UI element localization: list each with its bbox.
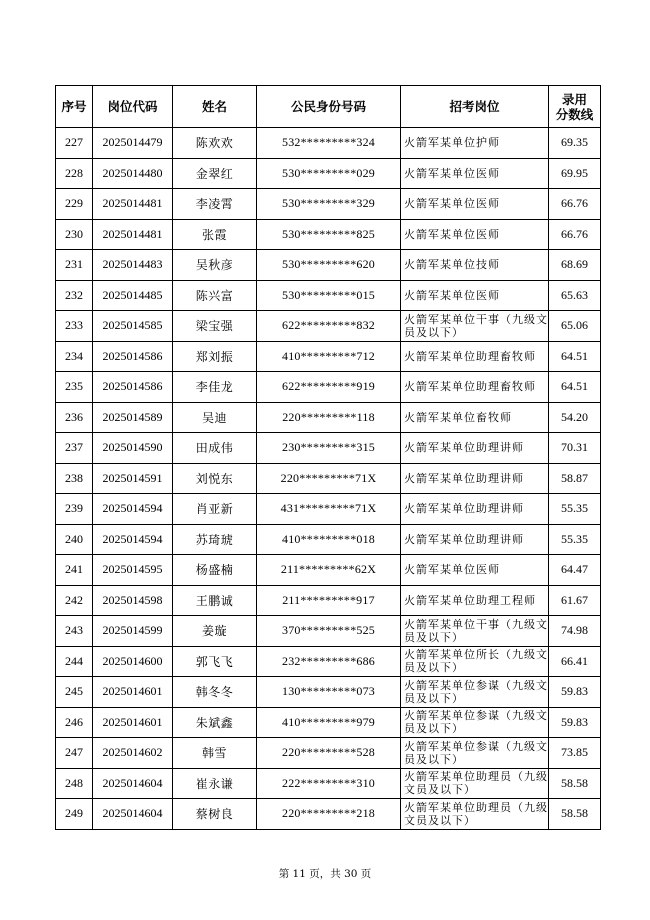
table-row xyxy=(56,677,601,708)
cell-post-code: 2025014601 xyxy=(93,677,173,708)
table-row xyxy=(56,799,601,830)
table-header-row xyxy=(56,86,601,128)
cell-score: 64.51 xyxy=(549,341,601,372)
header-post: 招考岗位 xyxy=(401,86,549,128)
cell-post: 火箭军某单位助理员（九级文员及以下） xyxy=(401,768,549,799)
cell-id-number: 532*********324 xyxy=(257,128,401,159)
cell-name: 田成伟 xyxy=(173,433,257,464)
cell-score: 66.76 xyxy=(549,219,601,250)
cell-seq: 248 xyxy=(56,768,93,799)
cell-name: 王鹏诚 xyxy=(173,585,257,616)
cell-id-number: 530*********029 xyxy=(257,158,401,189)
cell-post: 火箭军某单位助理讲师 xyxy=(401,463,549,494)
cell-id-number: 220*********118 xyxy=(257,402,401,433)
table-row xyxy=(56,250,601,281)
cell-post: 火箭军某单位干事（九级文员及以下） xyxy=(401,311,549,342)
page-footer: 第 11 页，共 30 页 xyxy=(278,868,372,880)
header-score xyxy=(549,86,601,128)
table-row xyxy=(56,616,601,647)
table-row xyxy=(56,524,601,555)
cell-post-code: 2025014481 xyxy=(93,189,173,220)
cell-post: 火箭军某单位畜牧师 xyxy=(401,402,549,433)
cell-post: 火箭军某单位参谋（九级文员及以下） xyxy=(401,677,549,708)
cell-post-code: 2025014599 xyxy=(93,616,173,647)
cell-post-code: 2025014594 xyxy=(93,494,173,525)
cell-post-code: 2025014604 xyxy=(93,768,173,799)
table-row xyxy=(56,463,601,494)
cell-post: 火箭军某单位医师 xyxy=(401,189,549,220)
cell-name: 吴迪 xyxy=(173,402,257,433)
cell-post-code: 2025014485 xyxy=(93,280,173,311)
table-row xyxy=(56,280,601,311)
cell-post: 火箭军某单位助理畜牧师 xyxy=(401,341,549,372)
header-name: 姓名 xyxy=(173,86,257,128)
cell-score: 58.58 xyxy=(549,799,601,830)
cell-seq: 235 xyxy=(56,372,93,403)
cell-score: 61.67 xyxy=(549,585,601,616)
cell-seq: 244 xyxy=(56,646,93,677)
cell-name: 金翠红 xyxy=(173,158,257,189)
table-row xyxy=(56,494,601,525)
cell-post-code: 2025014586 xyxy=(93,372,173,403)
cell-seq: 232 xyxy=(56,280,93,311)
cell-post-code: 2025014591 xyxy=(93,463,173,494)
cell-name: 韩雪 xyxy=(173,738,257,769)
cell-name: 李凌霄 xyxy=(173,189,257,220)
cell-score: 69.35 xyxy=(549,128,601,159)
cell-name: 蔡树良 xyxy=(173,799,257,830)
cell-score: 64.51 xyxy=(549,372,601,403)
cell-post: 火箭军某单位医师 xyxy=(401,555,549,586)
cell-post-code: 2025014481 xyxy=(93,219,173,250)
results-table-container xyxy=(55,85,601,830)
cell-id-number: 622*********919 xyxy=(257,372,401,403)
cell-post-code: 2025014480 xyxy=(93,158,173,189)
cell-name: 姜璇 xyxy=(173,616,257,647)
cell-id-number: 431*********71X xyxy=(257,494,401,525)
cell-seq: 242 xyxy=(56,585,93,616)
cell-seq: 240 xyxy=(56,524,93,555)
cell-post-code: 2025014604 xyxy=(93,799,173,830)
cell-name: 李佳龙 xyxy=(173,372,257,403)
cell-score: 74.98 xyxy=(549,616,601,647)
cell-score: 66.41 xyxy=(549,646,601,677)
cell-seq: 241 xyxy=(56,555,93,586)
cell-seq: 231 xyxy=(56,250,93,281)
cell-id-number: 530*********329 xyxy=(257,189,401,220)
cell-score: 69.95 xyxy=(549,158,601,189)
cell-id-number: 230*********315 xyxy=(257,433,401,464)
cell-post-code: 2025014586 xyxy=(93,341,173,372)
cell-post-code: 2025014479 xyxy=(93,128,173,159)
cell-post: 火箭军某单位助理讲师 xyxy=(401,494,549,525)
cell-score: 59.83 xyxy=(549,677,601,708)
cell-post: 火箭军某单位医师 xyxy=(401,158,549,189)
cell-id-number: 220*********528 xyxy=(257,738,401,769)
cell-seq: 245 xyxy=(56,677,93,708)
table-row xyxy=(56,585,601,616)
cell-post: 火箭军某单位助理讲师 xyxy=(401,524,549,555)
cell-post: 火箭军某单位技师 xyxy=(401,250,549,281)
cell-post-code: 2025014590 xyxy=(93,433,173,464)
cell-score: 58.58 xyxy=(549,768,601,799)
table-row xyxy=(56,311,601,342)
cell-id-number: 220*********71X xyxy=(257,463,401,494)
cell-name: 崔永谦 xyxy=(173,768,257,799)
table-row xyxy=(56,341,601,372)
header-score-line1: 录用 xyxy=(561,91,587,107)
cell-name: 肖亚新 xyxy=(173,494,257,525)
cell-post-code: 2025014601 xyxy=(93,707,173,738)
cell-post-code: 2025014585 xyxy=(93,311,173,342)
table-row xyxy=(56,768,601,799)
cell-seq: 234 xyxy=(56,341,93,372)
cell-name: 郑刘振 xyxy=(173,341,257,372)
table-row xyxy=(56,738,601,769)
cell-name: 陈欢欢 xyxy=(173,128,257,159)
cell-post-code: 2025014589 xyxy=(93,402,173,433)
cell-seq: 233 xyxy=(56,311,93,342)
cell-id-number: 220*********218 xyxy=(257,799,401,830)
table-row xyxy=(56,158,601,189)
header-id-number: 公民身份号码 xyxy=(257,86,401,128)
cell-post: 火箭军某单位医师 xyxy=(401,280,549,311)
cell-id-number: 211*********62X xyxy=(257,555,401,586)
cell-score: 58.87 xyxy=(549,463,601,494)
results-table xyxy=(55,85,601,830)
cell-score: 55.35 xyxy=(549,494,601,525)
cell-id-number: 530*********825 xyxy=(257,219,401,250)
cell-score: 64.47 xyxy=(549,555,601,586)
cell-name: 朱斌鑫 xyxy=(173,707,257,738)
cell-seq: 239 xyxy=(56,494,93,525)
cell-post-code: 2025014602 xyxy=(93,738,173,769)
table-row xyxy=(56,555,601,586)
cell-id-number: 211*********917 xyxy=(257,585,401,616)
cell-seq: 249 xyxy=(56,799,93,830)
cell-post-code: 2025014483 xyxy=(93,250,173,281)
cell-score: 59.83 xyxy=(549,707,601,738)
cell-post: 火箭军某单位医师 xyxy=(401,219,549,250)
cell-score: 66.76 xyxy=(549,189,601,220)
cell-post: 火箭军某单位助理工程师 xyxy=(401,585,549,616)
cell-post-code: 2025014595 xyxy=(93,555,173,586)
table-row xyxy=(56,128,601,159)
cell-name: 刘悦东 xyxy=(173,463,257,494)
cell-post-code: 2025014598 xyxy=(93,585,173,616)
table-row xyxy=(56,219,601,250)
cell-id-number: 410*********712 xyxy=(257,341,401,372)
table-row xyxy=(56,646,601,677)
header-seq: 序号 xyxy=(56,86,93,128)
cell-id-number: 410*********979 xyxy=(257,707,401,738)
cell-name: 吴秋彦 xyxy=(173,250,257,281)
cell-id-number: 232*********686 xyxy=(257,646,401,677)
cell-score: 73.85 xyxy=(549,738,601,769)
cell-name: 张霞 xyxy=(173,219,257,250)
table-row xyxy=(56,433,601,464)
cell-seq: 246 xyxy=(56,707,93,738)
cell-id-number: 530*********015 xyxy=(257,280,401,311)
cell-score: 68.69 xyxy=(549,250,601,281)
cell-id-number: 370*********525 xyxy=(257,616,401,647)
cell-seq: 230 xyxy=(56,219,93,250)
cell-post: 火箭军某单位助理畜牧师 xyxy=(401,372,549,403)
cell-post-code: 2025014600 xyxy=(93,646,173,677)
cell-post: 火箭军某单位助理员（九级文员及以下） xyxy=(401,799,549,830)
cell-id-number: 410*********018 xyxy=(257,524,401,555)
cell-seq: 228 xyxy=(56,158,93,189)
cell-name: 韩冬冬 xyxy=(173,677,257,708)
table-row xyxy=(56,707,601,738)
cell-post: 火箭军某单位助理讲师 xyxy=(401,433,549,464)
cell-name: 梁宝强 xyxy=(173,311,257,342)
cell-id-number: 222*********310 xyxy=(257,768,401,799)
cell-seq: 243 xyxy=(56,616,93,647)
header-post-code: 岗位代码 xyxy=(93,86,173,128)
cell-post: 火箭军某单位所长（九级文员及以下） xyxy=(401,646,549,677)
cell-seq: 229 xyxy=(56,189,93,220)
cell-id-number: 530*********620 xyxy=(257,250,401,281)
cell-score: 55.35 xyxy=(549,524,601,555)
cell-score: 65.63 xyxy=(549,280,601,311)
cell-seq: 236 xyxy=(56,402,93,433)
cell-seq: 227 xyxy=(56,128,93,159)
cell-post: 火箭军某单位参谋（九级文员及以下） xyxy=(401,707,549,738)
cell-id-number: 130*********073 xyxy=(257,677,401,708)
cell-post: 火箭军某单位护师 xyxy=(401,128,549,159)
cell-name: 郭飞飞 xyxy=(173,646,257,677)
cell-name: 杨盛楠 xyxy=(173,555,257,586)
cell-name: 陈兴富 xyxy=(173,280,257,311)
cell-score: 70.31 xyxy=(549,433,601,464)
cell-seq: 238 xyxy=(56,463,93,494)
header-score-line2: 分数线 xyxy=(555,106,594,122)
table-row xyxy=(56,372,601,403)
cell-post: 火箭军某单位干事（九级文员及以下） xyxy=(401,616,549,647)
cell-id-number: 622*********832 xyxy=(257,311,401,342)
cell-score: 54.20 xyxy=(549,402,601,433)
table-row xyxy=(56,189,601,220)
table-row xyxy=(56,402,601,433)
cell-post: 火箭军某单位参谋（九级文员及以下） xyxy=(401,738,549,769)
cell-post-code: 2025014594 xyxy=(93,524,173,555)
cell-score: 65.06 xyxy=(549,311,601,342)
cell-name: 苏琦琥 xyxy=(173,524,257,555)
cell-seq: 237 xyxy=(56,433,93,464)
cell-seq: 247 xyxy=(56,738,93,769)
